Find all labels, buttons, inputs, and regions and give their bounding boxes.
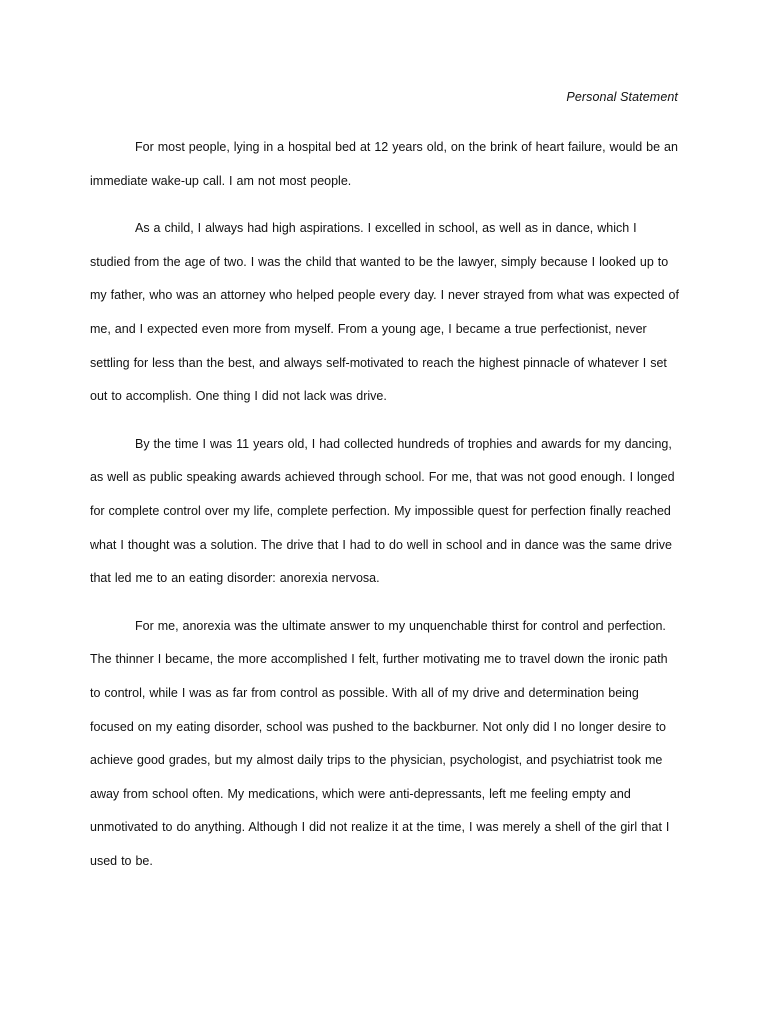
paragraph-1: For most people, lying in a hospital bed at 12 years old, on the brink of heart failure, would be an immediate wake-up call. I am not most people. [90,140,678,188]
paragraph-2: As a child, I always had high aspirations. I excelled in school, as well as in dance, which I studied from the age of two. I was the child that wanted to be the lawyer, simply because I looked up to my father, who was an attorney who helped people every day. I never strayed from what was expected of me, and I expected even more from myself. From a young age, I became a true perfectionist, never settling for less than the best, and always self-motivated to reach the highest pinnacle of whatever I set out to accomplish. One thing I did not lack was drive. [90,221,679,404]
paragraph-4: For me, anorexia was the ultimate answer to my unquenchable thirst for control and perfection. The thinner I became, the more accomplished I felt, further motivating me to travel down the ironic path to control, while I was as far from control as possible. With all of my drive and determination being focused on my eating disorder, school was pushed to the backburner. Not only did I no longer desire to achieve good grades, but my almost daily trips to the physician, psychologist, and psychiatrist took me away from school often. My medications, which were anti-depressants, left me feeling empty and unmotivated to do anything. Although I did not realize it at the time, I was merely a shell of the girl that I used to be. [90,618,670,868]
paragraph-3: By the time I was 11 years old, I had collected hundreds of trophies and awards for my dancing, as well as public speaking awards achieved through school. For me, that was not good enough. I longed for complete control over my life, complete perfection. My impossible quest for perfection finally reached what I thought was a solution. The drive that I had to do well in school and in dance was the same drive that led me to an eating disorder: anorexia nervosa. [90,436,675,586]
document-body [90,131,680,892]
header-title: Personal Statement [566,90,678,104]
